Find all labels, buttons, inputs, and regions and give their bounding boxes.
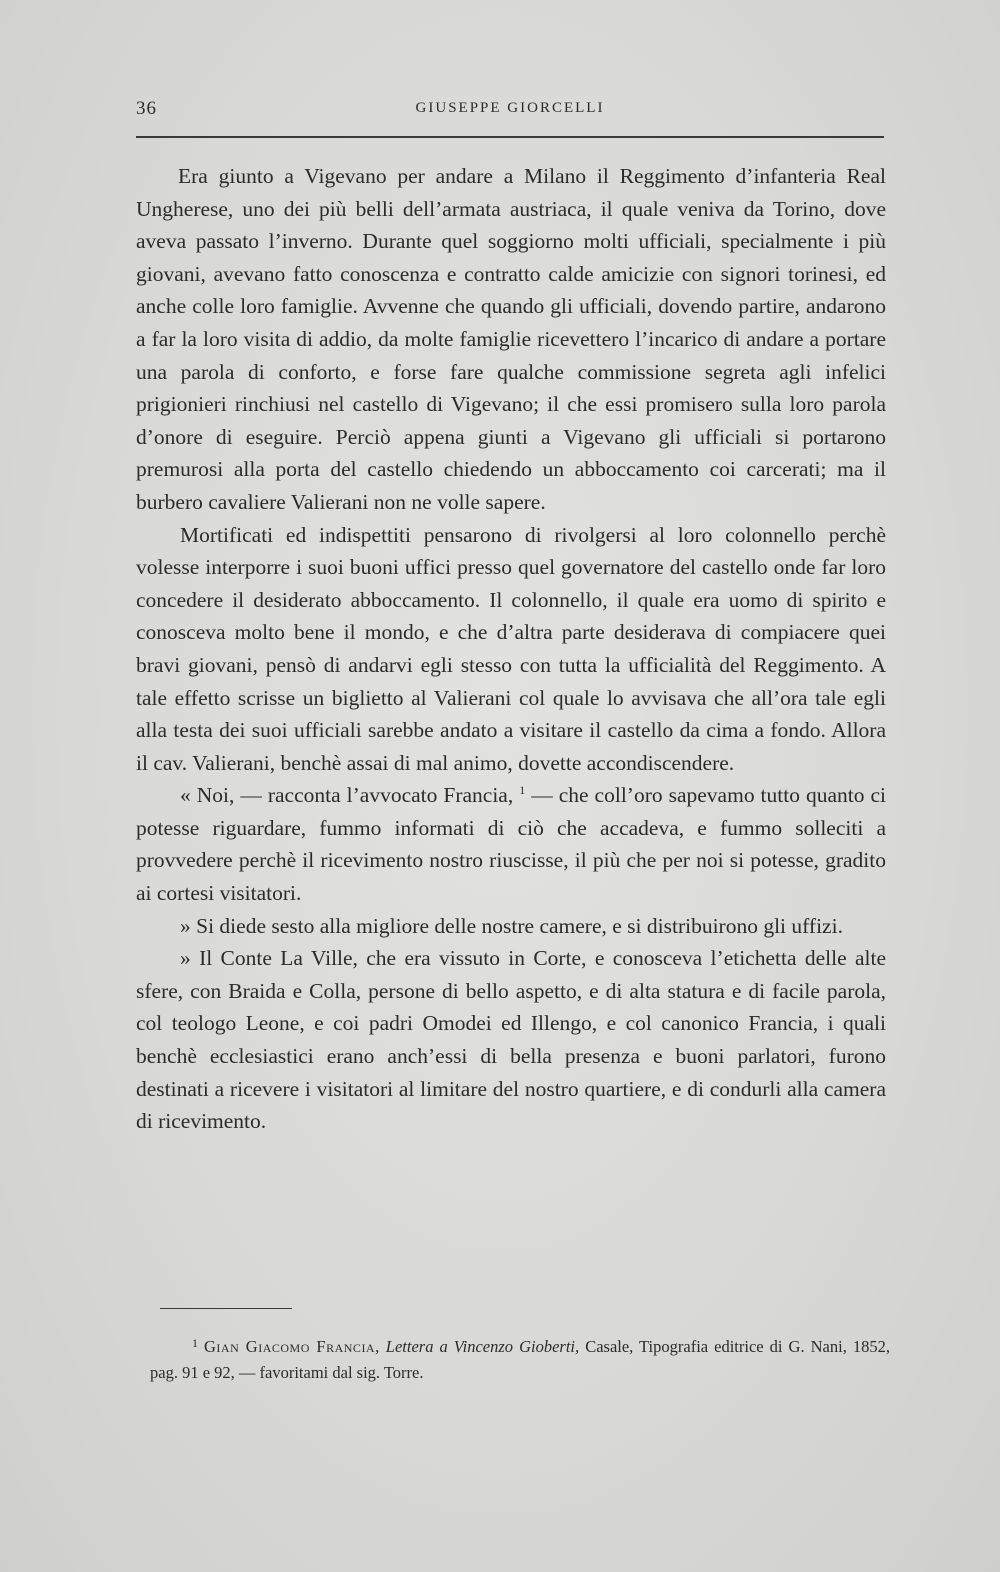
paragraph-3-end: — che coll’oro sapevamo tutto quanto ci potesse riguardare, fummo informati di ciò che accadeva, e fummo solleciti a provvedere perchè il ricevimento nostro riuscisse, il più che per noi si potesse, gradito ai cortesi visitatori.: [136, 783, 886, 906]
footnote-author: Gian Giacomo Francia,: [204, 1337, 380, 1356]
footnote-mark: 1: [192, 1336, 198, 1350]
running-head: GIUSEPPE GIORCELLI: [415, 100, 605, 116]
paragraph-5: » Il Conte La Ville, che era vissuto in Corte, e conosceva l’etichetta delle alte sfere, con Braida e Colla, persone di bello aspetto, e di alta statura e di facile parola, col teologo Leone, e coi padri Omodei ed Illengo, e col canonico Francia, i quali benchè ecclesiastici erano anch’essi di bella presenza e buoni parlatori, furono destinati a ricevere i visitatori al limitare del nostro quartiere, e di condurli alla camera di ricevimento.: [136, 946, 886, 1134]
paragraph-3-start: « Noi, — racconta l’avvocato Francia,: [180, 783, 514, 808]
paragraph-1: Era giunto a Vigevano per andare a Milano il Reggimento d’infanteria Real Ungherese, uno dei più belli dell’armata austriaca, il quale veniva da Torino, dove aveva passato l’inverno. Durante quel soggiorno molti ufficiali, specialmente i più giovani, avevano fatto conoscenza e contratto calde amicizie con signori torinesi, ed anche colle loro famiglie. Avvenne che quando gli ufficiali, dovendo partire, andarono a far la loro visita di addio, da molte famiglie ricevettero l’incarico di andare a portare una parola di conforto, e forse fare qualche commissione segreta agli infelici prigionieri rinchiusi nel castello di Vigevano; il che essi promisero sulla loro parola d’onore di eseguire. Perciò appena giunti a Vigevano gli ufficiali si portarono premurosi alla porta del castello chiedendo un abboccamento coi carcerati; ma il burbero cavaliere Valierani non ne volle sapere.: [136, 164, 886, 514]
page-header: [136, 98, 884, 128]
header-rule: [136, 136, 884, 138]
footnote: [150, 1334, 890, 1386]
page-number: 36: [136, 98, 157, 119]
paragraph-2: Mortificati ed indispettiti pensarono di rivolgersi al loro colonnello perchè volesse interporre i suoi buoni uffici presso quel governatore del castello onde far loro concedere il desiderato abboccamento. Il colonnello, il quale era uomo di spirito e conosceva molto bene il mondo, e che d’altra parte desiderava di compiacere quei bravi giovani, pensò di andarvi egli stesso con tutta la ufficialità del Reggimento. A tale effetto scrisse un biglietto al Valierani col quale lo avvisava che all’ora tale egli alla testa dei suoi ufficiali sarebbe andato a visitare il castello da cima a fondo. Allora il cav. Valierani, benchè assai di mal animo, dovette accondiscendere.: [136, 522, 886, 775]
footnote-title: Lettera a Vincenzo Gioberti,: [385, 1337, 580, 1356]
main-text: [136, 160, 886, 1138]
paragraph-4: » Si diede sesto alla migliore delle nostre camere, e si distribuirono gli uffizi.: [180, 913, 843, 938]
footnote-reference: 1: [519, 783, 526, 798]
footnote-citation: Casale, Tipografia editrice di G. Nani, 1852, pag. 91 e 92, — favoritami dal sig. Torre.: [150, 1337, 890, 1382]
footnote-rule: [160, 1308, 292, 1309]
paragraph-3: [136, 779, 886, 909]
